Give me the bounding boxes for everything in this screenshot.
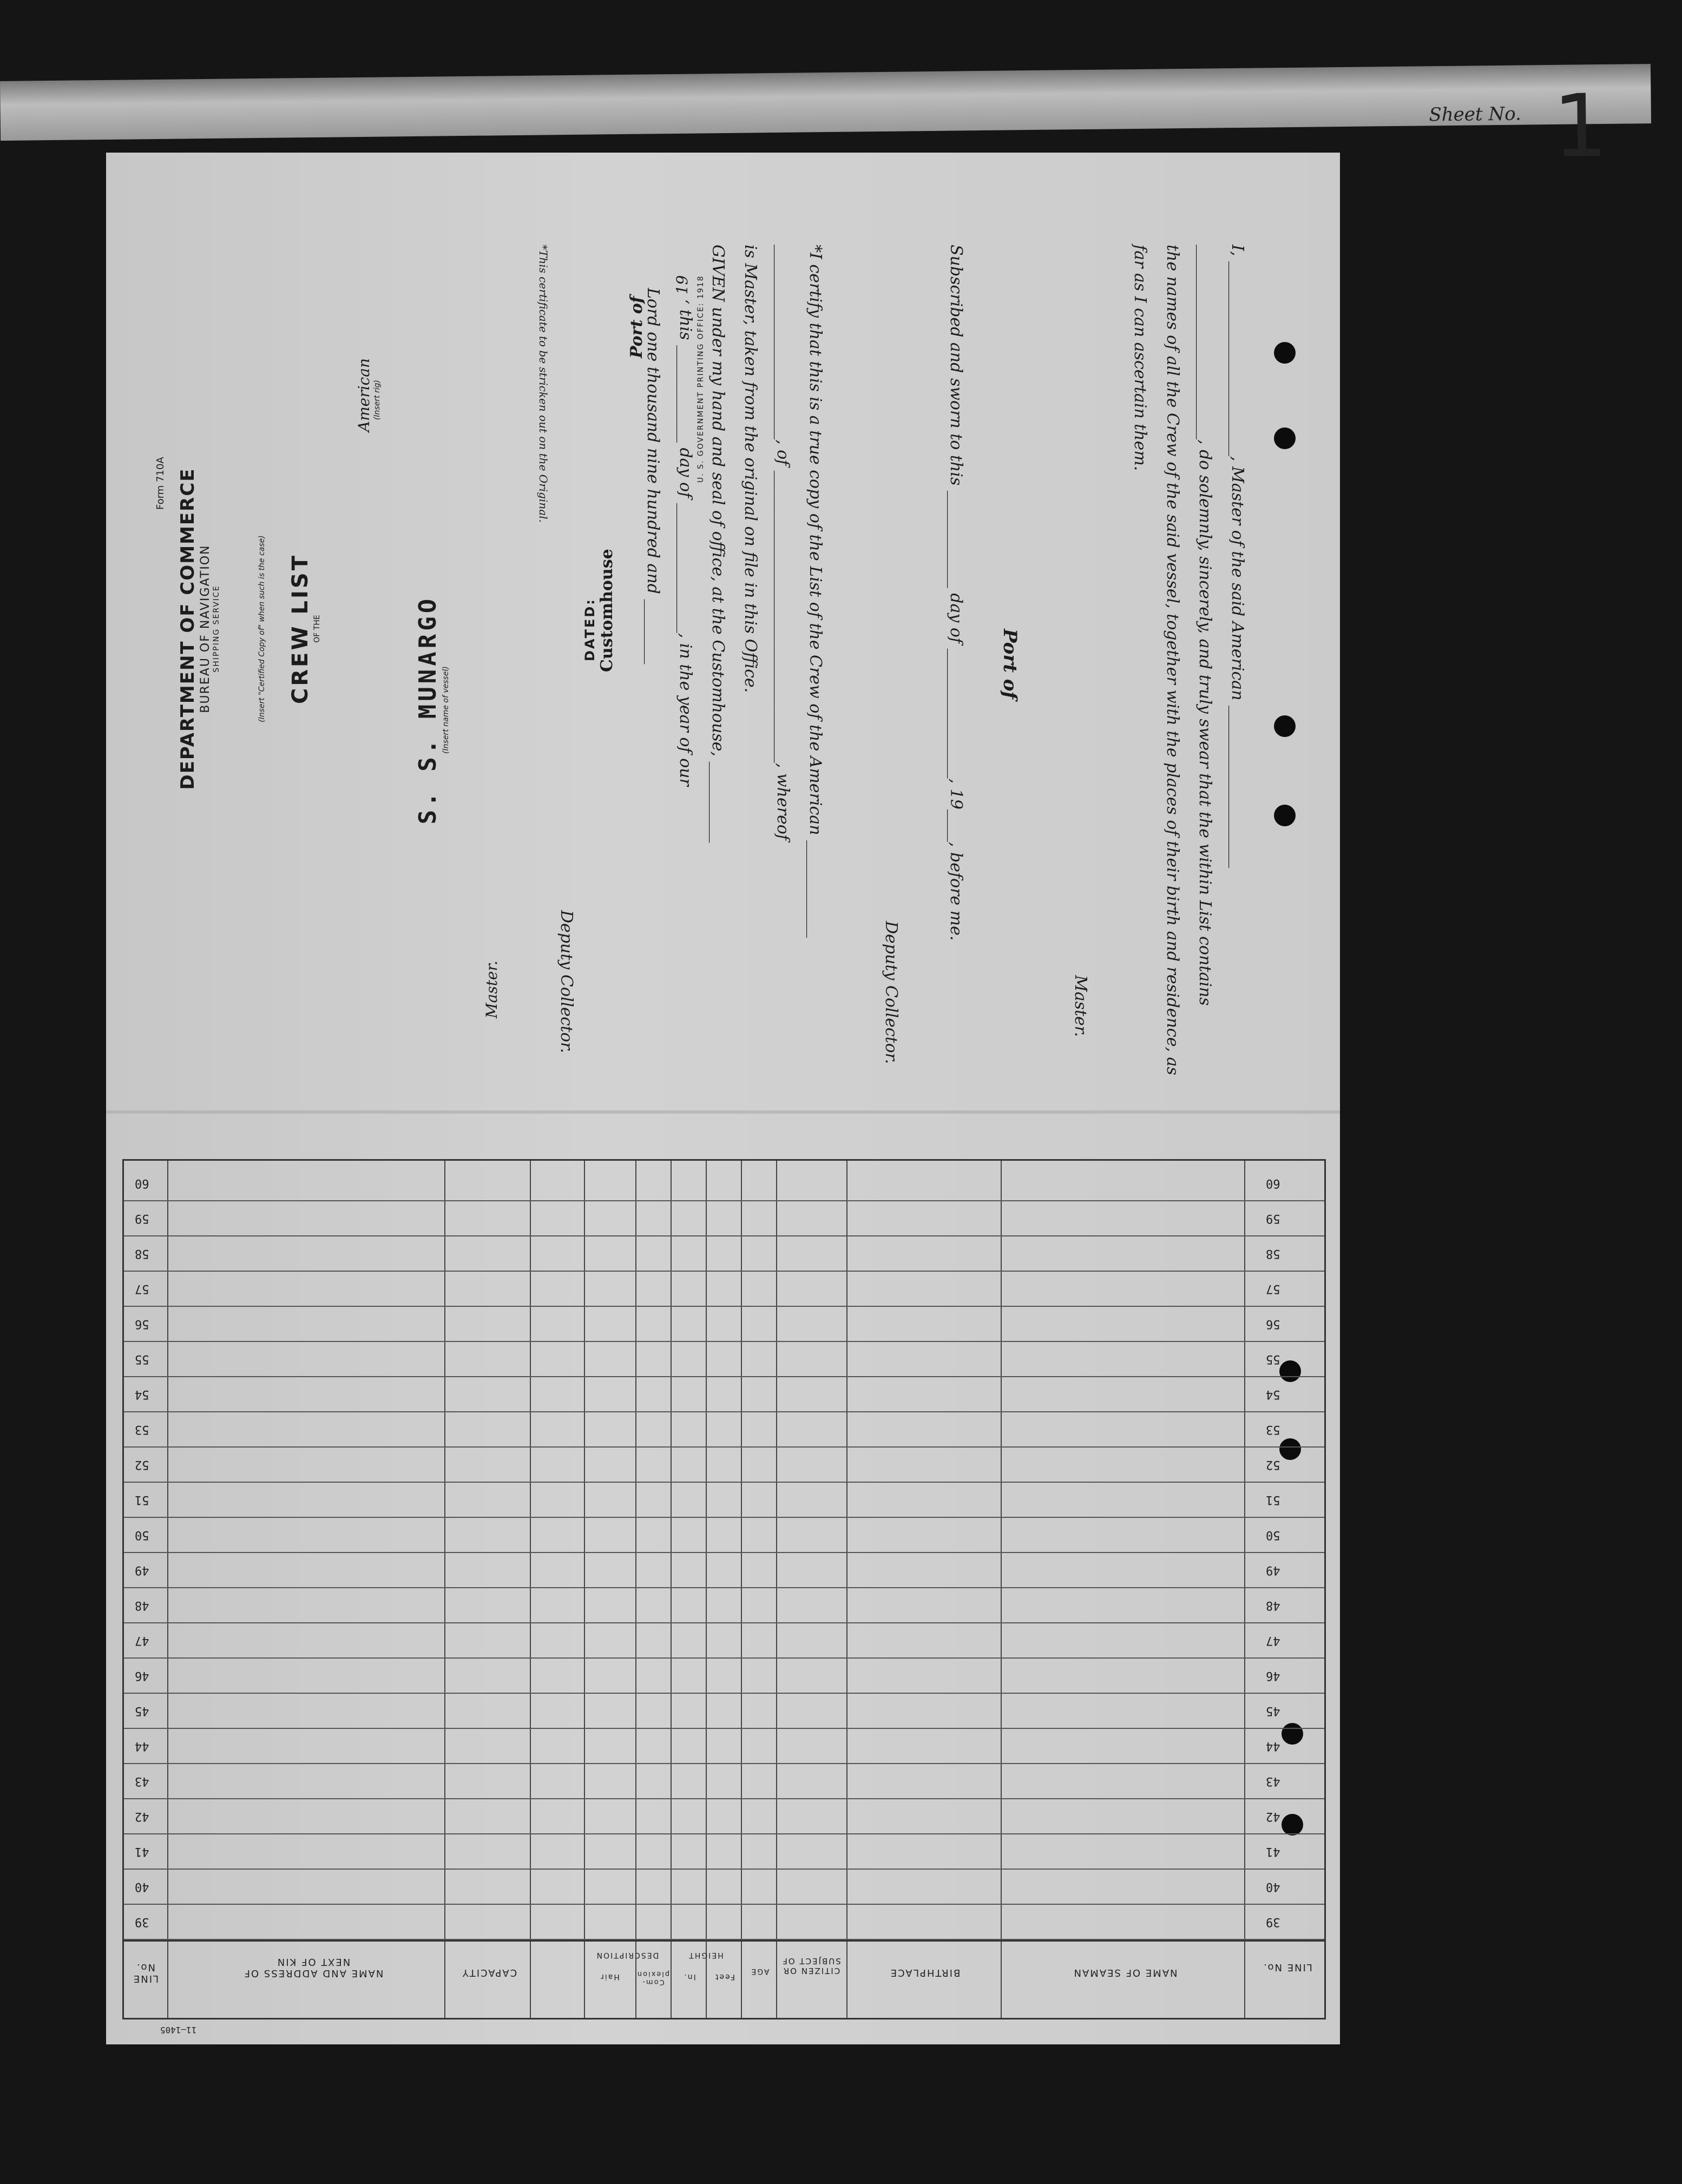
col-divider: [671, 1161, 672, 2018]
row-line-number-left: 40: [1266, 1879, 1280, 1893]
table-row: [124, 1341, 1324, 1342]
row-line-number-right: 53: [135, 1422, 149, 1436]
cover-port-of: Port of: [627, 296, 646, 358]
table-row: [124, 1482, 1324, 1483]
row-line-number-left: 55: [1266, 1352, 1280, 1366]
dated-panel: [582, 207, 705, 1051]
certify-line-3: is Master, taken from the original on file in this Office.: [741, 245, 760, 693]
insert-rig-note: (Insert rig): [373, 380, 382, 420]
table-row: [124, 1200, 1324, 1201]
certify-line-4: GIVEN under my hand and seal of office, at the Customhouse, __________: [708, 245, 727, 843]
row-line-number-right: 55: [135, 1352, 149, 1366]
header-name-of-seaman: NAME OF SEAMAN: [1073, 1967, 1178, 1978]
row-line-number-left: 41: [1266, 1844, 1280, 1858]
header-line-no: LINE No.: [1263, 1962, 1312, 1973]
header-inches: In.: [683, 1972, 696, 1981]
table-row: [124, 1306, 1324, 1307]
row-line-number-left: 57: [1266, 1281, 1280, 1295]
col-divider: [530, 1161, 531, 2018]
row-line-number-right: 60: [135, 1176, 149, 1190]
row-line-number-left: 43: [1266, 1774, 1280, 1788]
header-age: AGE: [750, 1967, 770, 1976]
row-line-number-right: 43: [135, 1774, 149, 1788]
row-line-number-left: 56: [1266, 1317, 1280, 1331]
cover-title-panel: [258, 207, 321, 1051]
table-row: [124, 1552, 1324, 1553]
printer-imprint: U. S. GOVERNMENT PRINTING OFFICE: 1918: [697, 275, 705, 483]
table-footer-code: 11—1405: [160, 2025, 197, 2035]
header-feet: Feet: [714, 1972, 735, 1981]
row-line-number-left: 60: [1266, 1176, 1280, 1190]
col-divider: [584, 1161, 585, 2018]
table-row: [124, 1622, 1324, 1623]
row-line-number-right: 48: [135, 1598, 149, 1612]
header-next-of-kin: NAME AND ADDRESS OF NEXT OF KIN: [243, 1956, 384, 1979]
customhouse-label: Customhouse: [597, 549, 616, 672]
header-description: DESCRIPTION: [595, 1951, 659, 1959]
table-row: [124, 1376, 1324, 1377]
folder-tab-strip: [0, 64, 1651, 177]
col-divider: [741, 1161, 742, 2018]
master-oath-block: [1123, 245, 1253, 1075]
row-line-number-left: 54: [1266, 1387, 1280, 1401]
row-line-number-left: 45: [1266, 1703, 1280, 1718]
row-line-number-right: 49: [135, 1563, 149, 1577]
oath-line-4: far as I can ascertain them.: [1131, 245, 1149, 471]
table-row: [124, 1869, 1324, 1870]
col-divider: [706, 1161, 707, 2018]
row-line-number-right: 40: [135, 1879, 149, 1893]
deputy-collector-2: Deputy Collector.: [557, 910, 576, 1054]
row-line-number-right: 46: [135, 1668, 149, 1682]
header-capacity: CAPACITY: [461, 1967, 517, 1978]
table-row: [124, 1235, 1324, 1236]
row-line-number-left: 42: [1266, 1809, 1280, 1823]
row-line-number-right: 42: [135, 1809, 149, 1823]
punch-hole: [1274, 715, 1296, 737]
punch-hole: [1274, 427, 1296, 449]
col-divider: [776, 1161, 777, 2018]
row-line-number-left: 58: [1266, 1246, 1280, 1260]
table-row: [124, 1728, 1324, 1729]
table-row: [124, 1446, 1324, 1448]
form-number: Form 710A: [155, 457, 166, 510]
col-divider: [846, 1161, 847, 2018]
service-title: SHIPPING SERVICE: [212, 585, 221, 673]
row-line-number-right: 52: [135, 1457, 149, 1471]
cover-year: , 19: [673, 275, 691, 304]
row-line-number-left: 39: [1266, 1915, 1280, 1929]
deputy-collector-1: Deputy Collector.: [882, 921, 901, 1064]
vessel-name: S. S. MUNARGO: [414, 595, 442, 825]
header-citizen: CITIZEN OR SUBJECT OF: [781, 1956, 841, 1976]
of-the-label: OF THE: [313, 615, 321, 643]
certified-copy-note: (Insert "Certified Copy of" when such is the case): [258, 535, 266, 722]
row-line-number-left: 53: [1266, 1422, 1280, 1436]
row-line-number-left: 52: [1266, 1457, 1280, 1471]
sheet-label: Sheet No.: [1429, 103, 1521, 126]
col-divider: [167, 1161, 168, 2018]
insert-vessel-note: (Insert name of vessel): [442, 666, 450, 754]
table-row: [124, 1798, 1324, 1799]
fold-line: [106, 1110, 1340, 1114]
row-line-number-left: 50: [1266, 1528, 1280, 1542]
vessel-panel: [355, 207, 501, 1051]
row-line-number-right: 54: [135, 1387, 149, 1401]
certify-line-2: ________________________, of ____________________________________, whereof: [773, 245, 792, 840]
crew-table: [122, 1159, 1326, 2019]
oath-line-1: I, ________________________, Master of the said American ____________________: [1228, 245, 1247, 869]
header-divider: [124, 1940, 1324, 1942]
table-row: [124, 1693, 1324, 1694]
col-divider: [444, 1161, 445, 2018]
row-line-number-right: 39: [135, 1915, 149, 1929]
row-line-number-left: 47: [1266, 1633, 1280, 1647]
row-line-number-left: 48: [1266, 1598, 1280, 1612]
certify-line-6: Lord one thousand nine hundred and ________: [643, 288, 662, 665]
row-line-number-right: 58: [135, 1246, 149, 1260]
certify-line-1: *I certify that this is a true copy of the List of the Crew of the American ____________: [806, 245, 825, 938]
oath-line-2: ________________________, do solemnly, sincerely, and truly swear that the within List contains: [1195, 245, 1214, 1006]
header-line-no-right: LINE No.: [132, 1962, 159, 1984]
oath-line-3: the names of all the Crew of the said vessel, together with the places of their birth and residence, as: [1163, 245, 1182, 1075]
row-line-number-left: 49: [1266, 1563, 1280, 1577]
col-divider: [1001, 1161, 1002, 2018]
row-line-number-left: 44: [1266, 1739, 1280, 1753]
table-row: [124, 1411, 1324, 1412]
header-complexion: Com-plexion: [636, 1970, 670, 1986]
crew-list-form: [106, 153, 1340, 2044]
certify-line-5: this ____________ day of ________________, in the year of our: [676, 310, 695, 786]
row-line-number-right: 59: [135, 1211, 149, 1225]
table-row: [124, 1587, 1324, 1588]
col-divider: [1244, 1161, 1245, 2018]
subscribed-line: Subscribed and sworn to this ____________ day of ________________, 19____, before me.: [947, 245, 965, 941]
dated-label: DATED:: [582, 598, 597, 661]
row-line-number-right: 57: [135, 1281, 149, 1295]
table-row: [124, 1904, 1324, 1905]
punch-hole: [1274, 342, 1296, 364]
bureau-title: BUREAU OF NAVIGATION: [199, 544, 212, 713]
row-line-number-left: 46: [1266, 1668, 1280, 1682]
row-line-number-right: 50: [135, 1528, 149, 1542]
table-row: [124, 1763, 1324, 1764]
american-label: American: [355, 358, 373, 432]
department-title: DEPARTMENT OF COMMERCE: [177, 468, 199, 790]
master-label: Master.: [1071, 975, 1090, 1037]
row-line-number-left: 51: [1266, 1492, 1280, 1507]
certificate-footnote: *This certificate to be stricken out on the Original.: [537, 245, 550, 523]
table-row: [124, 1939, 1324, 1940]
table-row: [124, 1833, 1324, 1834]
row-line-number-right: 51: [135, 1492, 149, 1507]
col-divider: [635, 1161, 636, 2018]
row-line-number-right: 56: [135, 1317, 149, 1331]
row-line-number-right: 41: [135, 1844, 149, 1858]
table-row: [124, 1517, 1324, 1518]
row-line-number-right: 47: [135, 1633, 149, 1647]
table-row: [124, 1271, 1324, 1272]
header-height: HEIGHT: [688, 1951, 724, 1959]
header-birthplace: BIRTHPLACE: [889, 1967, 961, 1978]
row-line-number-right: 44: [135, 1739, 149, 1753]
row-line-number-right: 45: [135, 1703, 149, 1718]
port-of-label: Port of: [999, 629, 1021, 700]
table-row: [124, 1657, 1324, 1659]
crew-list-title: CREW LIST: [288, 554, 313, 704]
row-line-number-left: 59: [1266, 1211, 1280, 1225]
cover-panel: [155, 207, 221, 1051]
master-signature-label: Master.: [483, 961, 501, 1018]
header-hair: Hair: [600, 1972, 620, 1981]
sheet-number: 1: [1552, 75, 1609, 177]
punch-hole: [1274, 805, 1296, 826]
